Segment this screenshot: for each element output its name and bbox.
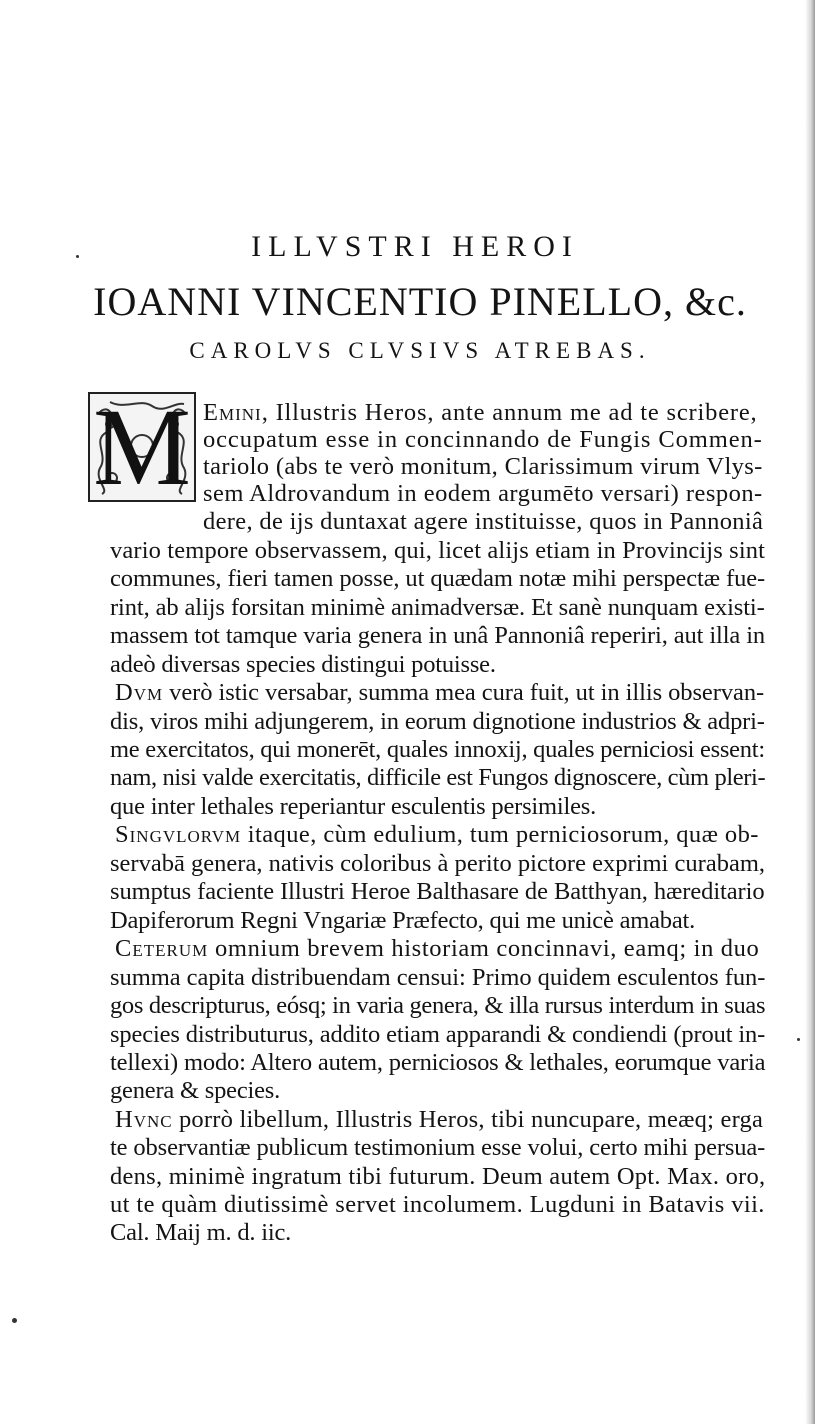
- line-text: nam, nisi valde exercitatis, difficile est Fungos dignoscere, cùm pleri-: [110, 764, 766, 791]
- page-edge-shadow: [805, 0, 815, 1424]
- text-line: [203, 452, 763, 482]
- line-text: tellexi) modo: Altero autem, perniciosos & lethales, eorumque varia: [110, 1049, 766, 1076]
- text-line: [203, 507, 763, 537]
- line-text: verò istic versabar, summa mea cura fuit, ut in illis observan-: [163, 679, 765, 706]
- text-line: [110, 735, 765, 765]
- ink-speck: [797, 1038, 800, 1041]
- text-line: [110, 593, 765, 623]
- line-text: te observantiæ publicum testimonium esse volui, certo mihi persua-: [110, 1134, 766, 1161]
- line-text: summa capita distribuendam censui: Primo quidem esculentos fun-: [110, 964, 766, 991]
- text-line: [110, 963, 765, 993]
- text-line: [115, 934, 759, 964]
- text-line: [110, 1133, 765, 1163]
- text-line: [110, 1076, 280, 1106]
- paragraph-lead-word: Dvm: [115, 679, 164, 706]
- line-text: porrò libellum, Illustris Heros, tibi nuncupare, meæq; erga: [172, 1106, 764, 1133]
- text-line: [110, 1048, 765, 1078]
- text-line: [115, 820, 759, 850]
- line-text: sumptus faciente Illustri Heroe Balthasare de Batthyan, hæreditario: [110, 878, 765, 905]
- line-text: ut te quàm diutissimè servet incolumem. Lugduni in Batavis vii.: [110, 1191, 765, 1218]
- drop-cap-letter: M: [93, 392, 191, 502]
- line-text: communes, fieri tamen posse, ut quædam notæ mihi perspectæ fue-: [110, 565, 766, 592]
- line-text: genera & species.: [110, 1077, 281, 1104]
- text-line: [110, 877, 765, 907]
- line-text: vario tempore observassem, qui, licet alijs etiam in Provincijs sint: [110, 537, 766, 564]
- line-text: omnium brevem historiam concinnavi, eamq; in duo: [208, 935, 760, 962]
- ink-speck: [76, 255, 79, 258]
- line-text: tariolo (abs te verò monitum, Clarissimum virum Vlys-: [203, 453, 763, 480]
- text-line: [203, 425, 763, 455]
- text-line: [110, 1190, 765, 1220]
- ink-speck: [12, 1318, 17, 1323]
- text-line: [110, 763, 765, 793]
- dedicatee-name: IOANNI VINCENTIO PINELLO, &c.: [93, 279, 747, 324]
- text-line: [110, 1020, 765, 1050]
- line-text: species distributurus, addito etiam apparandi & condiendi (prout in-: [110, 1021, 766, 1048]
- line-text: Dapiferorum Regni Vngariæ Præfecto, qui me unicè amabat.: [110, 907, 696, 934]
- line-text: rint, ab alijs forsitan minimè animadversæ. Et sanè nunquam existi-: [110, 594, 765, 621]
- line-text: dis, viros mihi adjungerem, in eorum dignotione industrios & adpri-: [110, 708, 765, 735]
- line-text: adeò diversas species distingui potuisse.: [110, 651, 496, 678]
- paragraph-lead-word: Emini: [203, 399, 262, 426]
- line-text: dere, de ijs duntaxat agere instituisse, quos in Pannoniâ: [203, 508, 764, 535]
- line-text: Cal. Maij m. d. iic.: [110, 1219, 292, 1246]
- dedication-heading: ILLVSTRI HEROI: [251, 230, 579, 263]
- text-line: [110, 1218, 291, 1248]
- line-text: servabā genera, nativis coloribus à perito pictore exprimi curabam,: [110, 850, 766, 877]
- paragraph-lead-word: Singvlorvm: [115, 821, 242, 848]
- text-line: [110, 707, 765, 737]
- line-text: dens, minimè ingratum tibi futurum. Deum autem Opt. Max. oro,: [110, 1163, 766, 1190]
- text-line: [110, 650, 496, 680]
- text-line: [110, 792, 596, 822]
- text-line: [110, 621, 765, 651]
- line-text: massem tot tamque varia genera in unâ Pannoniâ reperiri, aut illa in: [110, 622, 766, 649]
- line-text: me exercitatos, qui monerēt, quales innoxij, quales perniciosi essent:: [110, 736, 765, 763]
- paragraph-lead-word: Hvnc: [115, 1106, 173, 1133]
- author-name: CAROLVS CLVSIVS ATREBAS.: [189, 338, 651, 363]
- line-text: sem Aldrovandum in eodem argumēto versari) respon-: [203, 480, 763, 507]
- line-text: , Illustris Heros, ante annum me ad te scribere,: [261, 399, 758, 426]
- text-line: [110, 991, 765, 1021]
- line-text: gos descripturus, eósq; in varia genera, & illa rursus interdum in suas: [110, 992, 766, 1019]
- text-line: [203, 398, 758, 428]
- paragraph-lead-word: Ceterum: [115, 935, 209, 962]
- text-line: [110, 564, 765, 594]
- text-line: [115, 678, 764, 708]
- text-line: [115, 1105, 763, 1135]
- text-line: [110, 1162, 765, 1192]
- line-text: itaque, cùm edulium, tum perniciosorum, quæ ob-: [241, 821, 759, 848]
- text-line: [110, 906, 695, 936]
- text-line: [203, 479, 763, 509]
- decorated-initial: [88, 392, 196, 502]
- line-text: occupatum esse in concinnando de Fungis Commen-: [203, 426, 763, 453]
- text-line: [110, 849, 765, 879]
- line-text: que inter lethales reperiantur esculentis persimiles.: [110, 793, 597, 820]
- text-line: [110, 536, 765, 566]
